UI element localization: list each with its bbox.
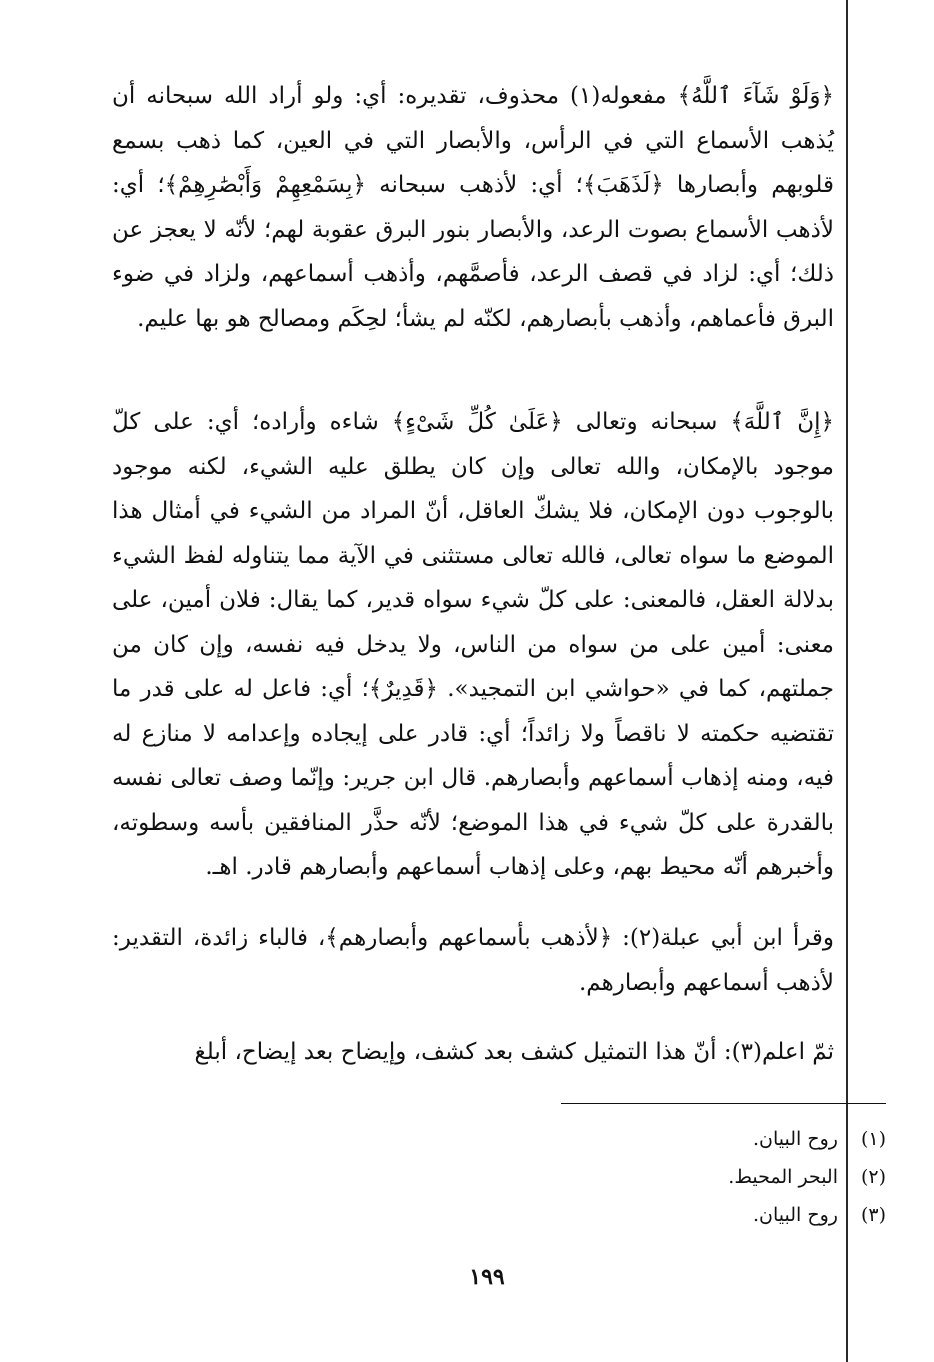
footnote-text: روح البيان. <box>753 1128 838 1150</box>
footnote-text: البحر المحيط. <box>728 1166 838 1188</box>
paragraph-1: ﴿وَلَوْ شَآءَ ٱللَّهُ﴾ مفعوله(١) محذوف، تقديره: أي: ولو أراد الله سبحانه أن يُذهب الأسماع التي في الرأس، والأبصار التي في العين، كما ذهب بسمع قلوبهم وأبصارها ﴿لَذَهَبَ﴾؛ أي: لأذهب سبحانه ﴿بِسَمْعِهِمْ وَأَبْصَٰرِهِمْ﴾؛ أي: لأذهب الأسماع بصوت الرعد، والأبصار بنور البرق عقوبة لهم؛ لأنّه لا يعجز عن ذلك؛ أي: لزاد في قصف الرعد، فأصمَّهم، وأذهب أسماعهم، ولزاد في ضوء البرق فأعماهم، وأذهب بأبصارهم، لكنّه لم يشأ؛ لحِكَم ومصالح هو بها عليم. <box>112 83 834 332</box>
paragraph-3: وقرأ ابن أبي عبلة(٢): ﴿لأذهب بأسماعهم وأبصارهم﴾، فالباء زائدة، التقدير: لأذهب أسماعهم وأبصارهم. <box>112 925 835 996</box>
footnote-1 <box>560 1120 886 1158</box>
page-number: ١٩٩ <box>469 1264 505 1290</box>
footnotes <box>560 1120 886 1234</box>
footnote-separator <box>561 1103 886 1104</box>
paragraph-2: ﴿إِنَّ ٱللَّهَ﴾ سبحانه وتعالى ﴿عَلَىٰ كُلِّ شَىْءٍ﴾ شاءه وأراده؛ أي: على كلّ موجود بالإمكان، والله تعالى وإن كان يطلق عليه الشيء، لكنه موجود بالوجوب دون الإمكان، فلا يشكّ العاقل، أنّ المراد من الشيء في أمثال هذا الموضع ما سواه تعالى، فالله تعالى مستثنى في الآية مما يتناوله لفظ الشيء بدلالة العقل، فالمعنى: على كلّ شيء سواه قدير، كما يقال: فلان أمين، على معنى: أمين على من سواه من الناس، ولا يدخل فيه نفسه، وإن كان من جملتهم، كما في «حواشي ابن التمجيد». ﴿قَدِيرٌ﴾؛ أي: فاعل له على قدر ما تقتضيه حكمته لا ناقصاً ولا زائداً؛ أي: قادر على إيجاده وإعدامه لا منازع له فيه، ومنه إذهاب أسماعهم وأبصارهم. قال ابن جرير: وإنّما وصف تعالى نفسه بالقدرة على كلّ شيء في هذا الموضع؛ لأنّه حذَّر المنافقين بأسه وسطوته، وأخبرهم أنّه محيط بهم، وعلى إذهاب أسماعهم وأبصارهم قادر. اهـ. <box>112 409 834 880</box>
footnote-text: روح البيان. <box>753 1204 838 1226</box>
paragraph-4: ثمّ اعلم(٣): أنّ هذا التمثيل كشف بعد كشف، وإيضاح بعد إيضاح، أبلغ <box>194 1039 834 1065</box>
footnote-3 <box>560 1196 886 1234</box>
footnote-number: (٣) <box>860 1204 886 1226</box>
footnote-2 <box>560 1158 886 1196</box>
footnote-number: (٢) <box>860 1166 886 1188</box>
footnote-number: (١) <box>860 1128 886 1150</box>
